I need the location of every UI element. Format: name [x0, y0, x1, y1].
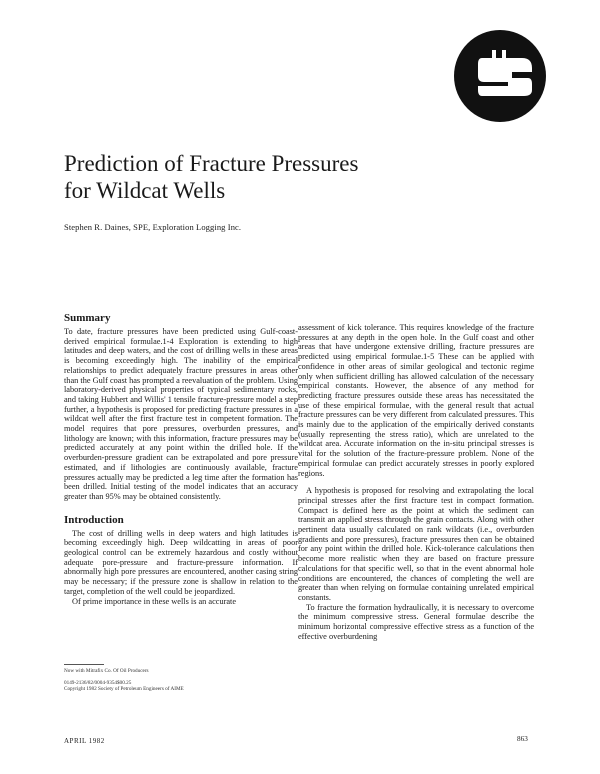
summary-text: To date, fracture pressures have been predicted using Gulf-coast-derived empirical formulae.1-4 Exploration is extending to high latitudes and deep waters, and the cost of drilling wells in these areas is becoming exceedingly high. The inability of the empirical relationships to predict adequately fracture pressures in areas other than the Gulf coast has prompted a reevaluation of the problem. Using laboratory-derived physical properties of typical sedimentary rocks, and taking Hubbert and Willis' 1 tensile fracture-pressure model a step further, a hypothesis is proposed for predicting fracture pressures in a wildcat well after the first fracture test in competent formation. The model requires that pore pressures, overburden pressures, and lithology are known; with this information, fracture pressures may be predicted accurately at any point within the drilled hole. If the overburden-pressure gradient can be extrapolated and pore pressure estimated, and if lithologies are continuously available, fracture pressures actually may be predicted a leg time after the formation has been drilled. Initial testing of the model indicates that an accuracy greater than 95% may be obtained consistently. — [64, 327, 298, 501]
page-number: 863 — [517, 735, 528, 743]
footnote-codes: 0149-2136/82/0004-9354$00.25 — [64, 679, 132, 686]
right-paragraph-2: A hypothesis is proposed for resolving and extrapolating the local principal stresses after the first fracture test in compact formation. Compact is defined here as the point at which the sediment can transmit an applied stress through the grain contacts. Along with other pertinent data usually calculated on rank wildcats (i.e., overburden gradients and pore pressures), fracture pressures then can be obtained for any point within the drilled hole. Kick-tolerance calculations then become more realistic when they are based on fracture pressure calculations for that specific well, so that in the event abnormal hole conditions are encountered, the chances of completing the well are greater than when relying on formulae containing unrelated empirical constants. — [298, 486, 534, 602]
footnote-divider — [64, 664, 104, 665]
footnotes — [64, 668, 294, 698]
footnote-copyright: Copyright 1982 Society of Petroleum Engineers of AIME — [64, 686, 184, 693]
right-paragraph-1: assessment of kick tolerance. This requires knowledge of the fracture pressures at any depth in the open hole. In the Gulf coast and other areas that have undergone extensive drilling, fracture pressures are predicted using empirical formulae.1-5 These can be applied with confidence in other areas of similar geological and tectonic regime only when sufficient drilling has allowed calculation of the necessary empirical constants. However, the absence of any method for predicting fracture pressures outside these areas has necessitated the use of these empirical formulae, with the general result that actual fracture pressures can be very different from calculated pressures. This is mainly due to the application of the empirically derived constants (usually representing the stress ratio), which are unrelated to the wildcat area. Accurate information on the in-situ principal stresses is vital for the solution of the fracture-pressure problem. None of the empirical formulae can predict accurately stresses in poorly explored regions. — [298, 323, 534, 478]
title-line-1: Prediction of Fracture Pressures — [64, 151, 359, 176]
footer-date: APRIL 1982 — [64, 737, 105, 745]
right-column — [298, 323, 534, 642]
left-column — [64, 312, 298, 606]
introduction-heading: Introduction — [64, 513, 124, 526]
introduction-paragraph-1: The cost of drilling wells in deep waters and high latitudes is becoming exceedingly high. Deep wildcatting in areas of poor geological control can be extremely hazardous and costly without adequate pore-pressure and fracture-pressure information. If abnormally high pore pressures are encountered, another casing string may be necessary; if the pressure zone is shallow in relation to the target, completion of the well could be jeopardized. — [64, 528, 298, 596]
introduction-paragraph-2: Of prime importance in these wells is an accurate — [72, 596, 237, 606]
summary-heading: Summary — [64, 312, 111, 324]
article-title — [64, 150, 444, 204]
right-paragraph-3: To fracture the formation hydraulically, it is necessary to overcome the minimum compressive stress. General formulae describe the minimum horizontal compressive effective stress as a function of the effective overburdening — [298, 602, 534, 641]
footnote-affiliation: Now with Mitrafix Co. Of Oil Producers — [64, 668, 149, 674]
author-line: Stephen R. Daines, SPE, Exploration Logging Inc. — [64, 222, 242, 232]
spe-logo — [452, 28, 548, 124]
title-line-2: for Wildcat Wells — [64, 178, 226, 203]
